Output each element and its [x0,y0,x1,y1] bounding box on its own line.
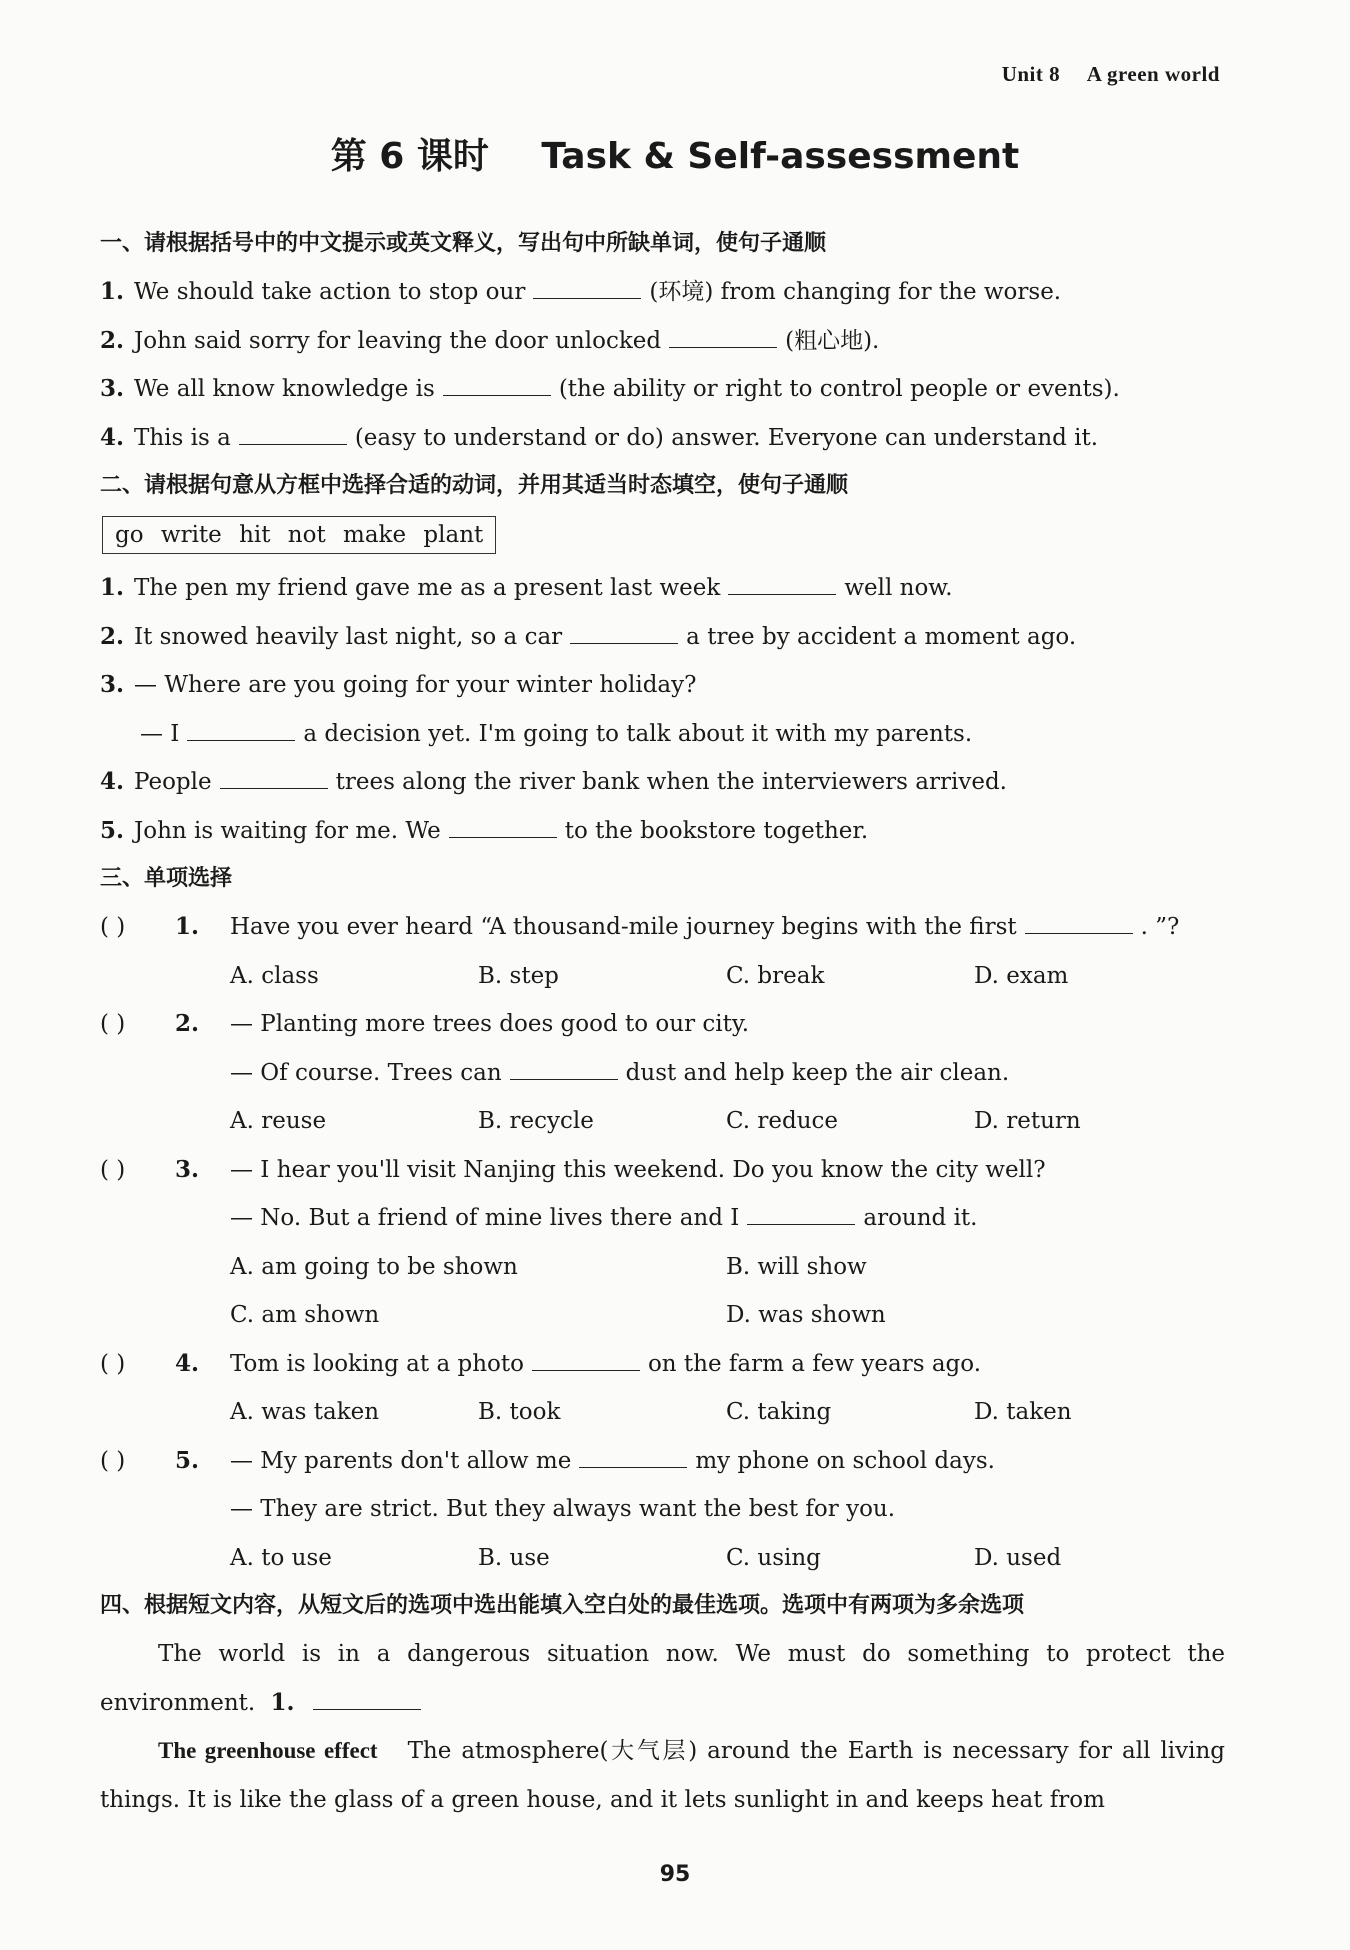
paragraph-heading: The greenhouse effect [158,1738,378,1763]
answer-blank[interactable] [570,615,678,644]
answer-blank[interactable] [533,270,641,299]
answer-bracket[interactable]: ( ) [100,1156,126,1183]
option-c[interactable]: C. reduce [726,1108,839,1134]
mc-options-4 [100,1388,1225,1437]
answer-blank[interactable] [669,319,777,348]
option-b[interactable]: B. recycle [478,1108,594,1134]
s2-item-5: 5. John is waiting for me. We to the bookstore together. [100,807,1225,856]
answer-blank [579,1439,687,1468]
option-d[interactable]: D. was shown [726,1302,886,1328]
s2-item-2: 2. It snowed heavily last night, so a car a tree by accident a moment ago. [100,613,1225,662]
answer-blank [747,1196,855,1225]
answer-blank [510,1051,618,1080]
s1-item-3: 3. We all know knowledge is (the ability or right to control people or events). [100,365,1225,414]
option-b[interactable]: B. will show [726,1253,867,1280]
s2-item-3: 3. — Where are you going for your winter holiday? [100,671,697,698]
mc-question-4: ( ) 4. Tom is looking at a photo on the farm a few years ago. [100,1340,1225,1389]
mc-question-2-reply: — Of course. Trees can dust and help keep the air clean. [100,1049,1225,1098]
header-unit: Unit 8 [1001,62,1061,86]
answer-bracket[interactable]: ( ) [100,1447,126,1474]
option-c[interactable]: C. taking [726,1399,832,1425]
answer-blank[interactable] [187,712,295,741]
mc-question-5: ( ) 5. — My parents don't allow me my phone on school days. [100,1437,1225,1486]
header-topic: A green world [1086,62,1220,86]
mc-options-5 [100,1534,1225,1583]
page-title [0,128,1350,179]
answer-blank[interactable] [239,416,347,445]
answer-blank [532,1342,640,1371]
section-1-title: 一、请根据括号中的中文提示或英文释义，写出句中所缺单词，使句子通顺 [100,231,827,256]
exercise-content [100,220,1225,1824]
option-d[interactable]: D. used [974,1544,1062,1571]
running-header [1002,62,1220,87]
s2-item-3-reply: — I a decision yet. I'm going to talk about it with my parents. [100,710,1225,759]
s2-item-4: 4. People trees along the river bank when the interviewers arrived. [100,758,1225,807]
option-d[interactable]: D. exam [974,962,1069,989]
answer-blank[interactable] [449,809,557,838]
answer-bracket[interactable]: ( ) [100,914,126,940]
option-c[interactable]: C. using [726,1544,821,1571]
answer-blank[interactable] [443,367,551,396]
mc-options-1 [100,952,1225,1001]
reading-paragraph-1: The world is in a dangerous situation now. We must do something to protect the environment. 1. [100,1641,1225,1716]
s1-item-4: 4. This is a (easy to understand or do) answer. Everyone can understand it. [100,414,1225,463]
option-a[interactable]: A. was taken [230,1399,380,1425]
lesson-number: 第 6 课时 [330,136,489,177]
answer-bracket[interactable]: ( ) [100,1011,126,1037]
option-c[interactable]: C. am shown [230,1302,380,1328]
mc-question-3: ( ) 3. — I hear you'll visit Nanjing this weekend. Do you know the city well? [100,1146,1225,1195]
mc-question-5-reply: — They are strict. But they always want the best for you. [230,1496,896,1522]
mc-options-3-row1 [100,1243,1225,1292]
option-a[interactable]: A. reuse [230,1108,327,1134]
option-a[interactable]: A. class [230,962,319,989]
section-3-title: 三、单项选择 [100,866,233,891]
s2-item-1: 1. The pen my friend gave me as a present last week well now. [100,564,1225,613]
mc-question-2: ( ) 2. — Planting more trees does good to our city. [100,1000,1225,1049]
answer-blank[interactable] [220,760,328,789]
option-d[interactable]: D. taken [974,1399,1072,1425]
option-d[interactable]: D. return [974,1108,1081,1134]
answer-blank[interactable] [728,566,836,595]
s1-item-1: 1. We should take action to stop our (环境) from changing for the worse. [100,268,1225,317]
option-a[interactable]: A. to use [230,1544,332,1571]
option-a[interactable]: A. am going to be shown [230,1253,518,1280]
mc-options-2 [100,1097,1225,1146]
mc-options-3-row2 [100,1291,1225,1340]
lesson-name: Task & Self-assessment [541,136,1020,177]
mc-question-3-reply: — No. But a friend of mine lives there and I around it. [100,1194,1225,1243]
s1-item-2: 2. John said sorry for leaving the door unlocked (粗心地). [100,317,1225,366]
reading-paragraph-2: The greenhouse effect The atmosphere(大气层) around the Earth is necessary for all living things. It is like the glass of a green house, and it lets sunlight in and keeps heat from [100,1738,1226,1813]
answer-bracket[interactable]: ( ) [100,1350,126,1377]
section-4-title: 四、根据短文内容，从短文后的选项中选出能填入空白处的最佳选项。选项中有两项为多余选项 [100,1593,1025,1618]
answer-blank [1025,905,1133,934]
option-b[interactable]: B. took [478,1399,561,1425]
page-number: 95 [659,1862,691,1887]
section-2-title: 二、请根据句意从方框中选择合适的动词，并用其适当时态填空，使句子通顺 [100,473,849,498]
option-b[interactable]: B. step [478,962,559,989]
word-box: go write hit not make plant [102,516,496,554]
answer-blank[interactable] [313,1681,421,1710]
mc-question-1: ( ) 1. Have you ever heard “A thousand-mile journey begins with the first . ”? [100,903,1225,952]
option-b[interactable]: B. use [478,1544,550,1571]
option-c[interactable]: C. break [726,962,825,989]
